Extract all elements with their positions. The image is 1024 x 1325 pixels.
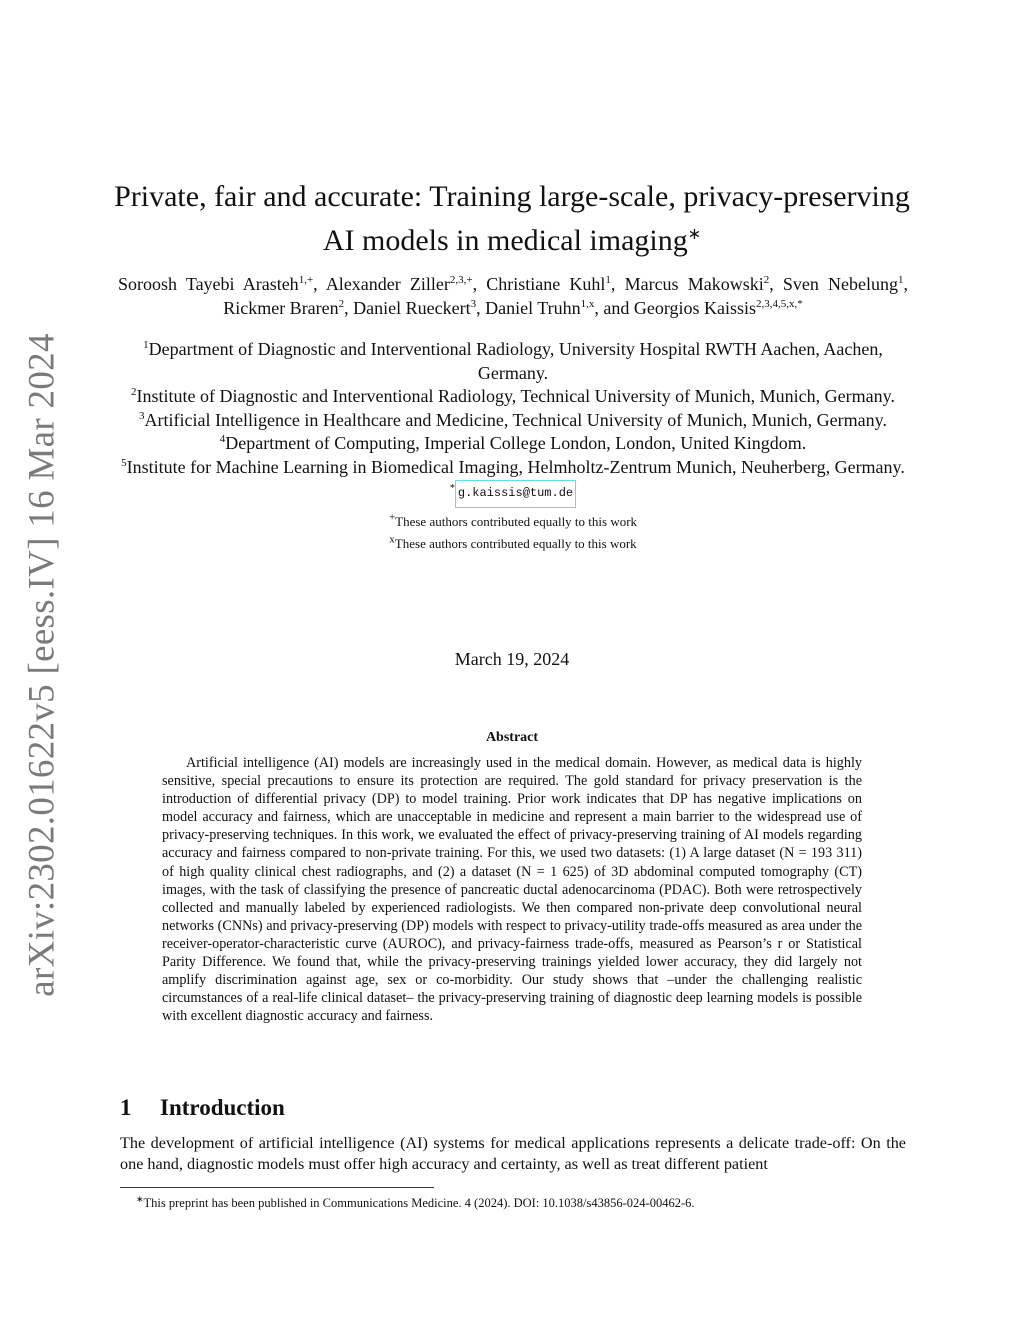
- equal-contribution-note: [118, 533, 908, 552]
- author-affil-mark: 2: [338, 298, 345, 310]
- note-mark: x: [389, 533, 395, 546]
- affiliation-text: Artificial Intelligence in Healthcare and Medicine, Technical University of Munich, Munich, Germany.: [144, 409, 887, 430]
- affiliation-number: 2: [131, 386, 137, 398]
- abstract-heading: Abstract: [485, 730, 539, 745]
- author-list: Soroosh Tayebi Arasteh$^{1,+}$, Alexander Ziller$^{2,3,+}$, Christiane Kuhl$^1$, Marcus Makowski$^2$, Sven Nebelung$^1$, Rickmer Braren$^2$, Daniel Rueckert$^3$, Daniel Truhn$^{1,x}$, and Georgios Kaissis$^{2,3,4,5,x,*}$: [118, 274, 909, 318]
- section-heading: [120, 1095, 285, 1121]
- corresponding-email-link[interactable]: g.kaissis@tum.de: [455, 480, 576, 508]
- affiliation-list: [118, 338, 908, 552]
- contact-mark: *: [449, 483, 455, 494]
- author-affil-mark: 1,x: [580, 298, 595, 310]
- author-name: Sven Nebelung: [782, 274, 899, 294]
- author-affil-mark: 2,3,+: [449, 274, 473, 286]
- note-text: These authors contributed equally to this work: [394, 535, 637, 551]
- abstract-text: Artificial intelligence (AI) models are increasingly used in the medical domain. However, as medical data is highly sensitive, special precautions to ensure its protection are required. The gold standard for privacy preservation is the introduction of differential privacy (DP) to model training. Prior work indicates that DP has negative implications on model accuracy and fairness, which are unacceptable in medicine and represent a main barrier to the widespread use of privacy-preserving techniques. In this work, we evaluated the effect of privacy-preserving training of AI models regarding accuracy and fairness compared to non-private training. For this, we used two datasets: (1) A large dataset (N = 193 311) of high quality clinical chest radiographs, and (2) a dataset (N = 1 625) of 3D abdominal computed tomography (CT) images, with the task of classifying the presence of pancreatic ductal adenocarcinoma (PDAC). Both were retrospectively collected and manually labeled by experienced radiologists. We then compared non-private deep convolutional neural networks (CNNs) and privacy-preserving (DP) models with respect to privacy-utility trade-offs measured as area under the receiver-operator-characteristic curve (AUROC), and privacy-fairness trade-offs, measured as Pearson’s r or Statistical Parity Difference. We found that, while the privacy-preserving trainings yielded lower accuracy, they did largely not amplify discrimination against age, sex or co-morbidity. Our study shows that –under the challenging realistic circumstances of a real-life clinical dataset– the privacy-preserving training of diagnostic deep learning models is possible with excellent diagnostic accuracy and fairness.: [162, 755, 862, 1025]
- affiliation: [118, 385, 908, 409]
- affiliation-number: 5: [121, 456, 127, 469]
- title-text: Private, fair and accurate: Training large-scale, privacy-preserving AI models in medical imaging: [114, 180, 910, 257]
- title-footnote-mark: ∗: [687, 226, 702, 243]
- author-name: Rickmer Braren: [223, 298, 339, 318]
- affiliation-number: 3: [139, 409, 145, 422]
- section-number: 1: [120, 1095, 132, 1120]
- affiliation: [118, 338, 908, 385]
- affiliation-text: Department of Diagnostic and Interventional Radiology, University Hospital RWTH Aachen, Aachen, Germany.: [148, 339, 883, 383]
- author-name: Alexander Ziller: [325, 274, 450, 294]
- equal-contribution-note: [118, 511, 908, 530]
- paper-title: [110, 178, 914, 260]
- footnote-divider: [120, 1187, 434, 1188]
- author-name: Daniel Truhn: [485, 298, 581, 318]
- footnote: [136, 1194, 695, 1211]
- author-affil-mark: 1,+: [298, 274, 314, 286]
- author-name: Georgios Kaissis: [633, 298, 757, 318]
- author-affil-mark: 2: [763, 274, 770, 286]
- author-name: Christiane Kuhl: [486, 274, 606, 294]
- footnote-text: This preprint has been published in Communications Medicine. 4 (2024). DOI: 10.1038/s43856-024-00462-6.: [143, 1196, 695, 1211]
- arxiv-identifier: arXiv:2302.01622v5 [eess.IV] 16 Mar 2024: [21, 333, 63, 997]
- author-name: Daniel Rueckert: [353, 298, 471, 318]
- introduction-text: The development of artificial intelligence (AI) systems for medical applications represents a delicate trade-off: On the one hand, diagnostic models must offer high accuracy and certainty, as well as treat different patient: [120, 1134, 906, 1173]
- author-name: Marcus Makowski: [624, 274, 764, 294]
- author-connector: and: [603, 298, 630, 318]
- affiliation: [118, 432, 908, 456]
- note-text: These authors contributed equally to this work: [395, 513, 638, 529]
- author-affil-mark: 2,3,4,5,x,*: [756, 298, 803, 310]
- author-affil-mark: 3: [470, 298, 477, 310]
- affiliation: [118, 409, 908, 433]
- affiliation-text: Department of Computing, Imperial College London, London, United Kingdom.: [225, 433, 807, 453]
- affiliation-number: 1: [143, 339, 149, 351]
- affiliation: [118, 456, 908, 480]
- author-affil-mark: 1: [605, 274, 611, 286]
- affiliation-number: 4: [219, 433, 226, 445]
- contact-line: [118, 480, 908, 508]
- author-affil-mark: 1: [898, 274, 904, 286]
- section-title: Introduction: [160, 1095, 285, 1120]
- author-name: Soroosh Tayebi Arasteh: [118, 274, 299, 294]
- affiliation-text: Institute for Machine Learning in Biomedical Imaging, Helmholtz-Zentrum Munich, Neuherberg, Germany.: [126, 456, 905, 477]
- note-mark: +: [388, 511, 396, 524]
- affiliation-text: Institute of Diagnostic and Interventional Radiology, Technical University of Munich, Munich, Germany.: [136, 386, 895, 406]
- footnote-mark: ∗: [136, 1194, 144, 1204]
- publication-date: March 19, 2024: [454, 649, 570, 669]
